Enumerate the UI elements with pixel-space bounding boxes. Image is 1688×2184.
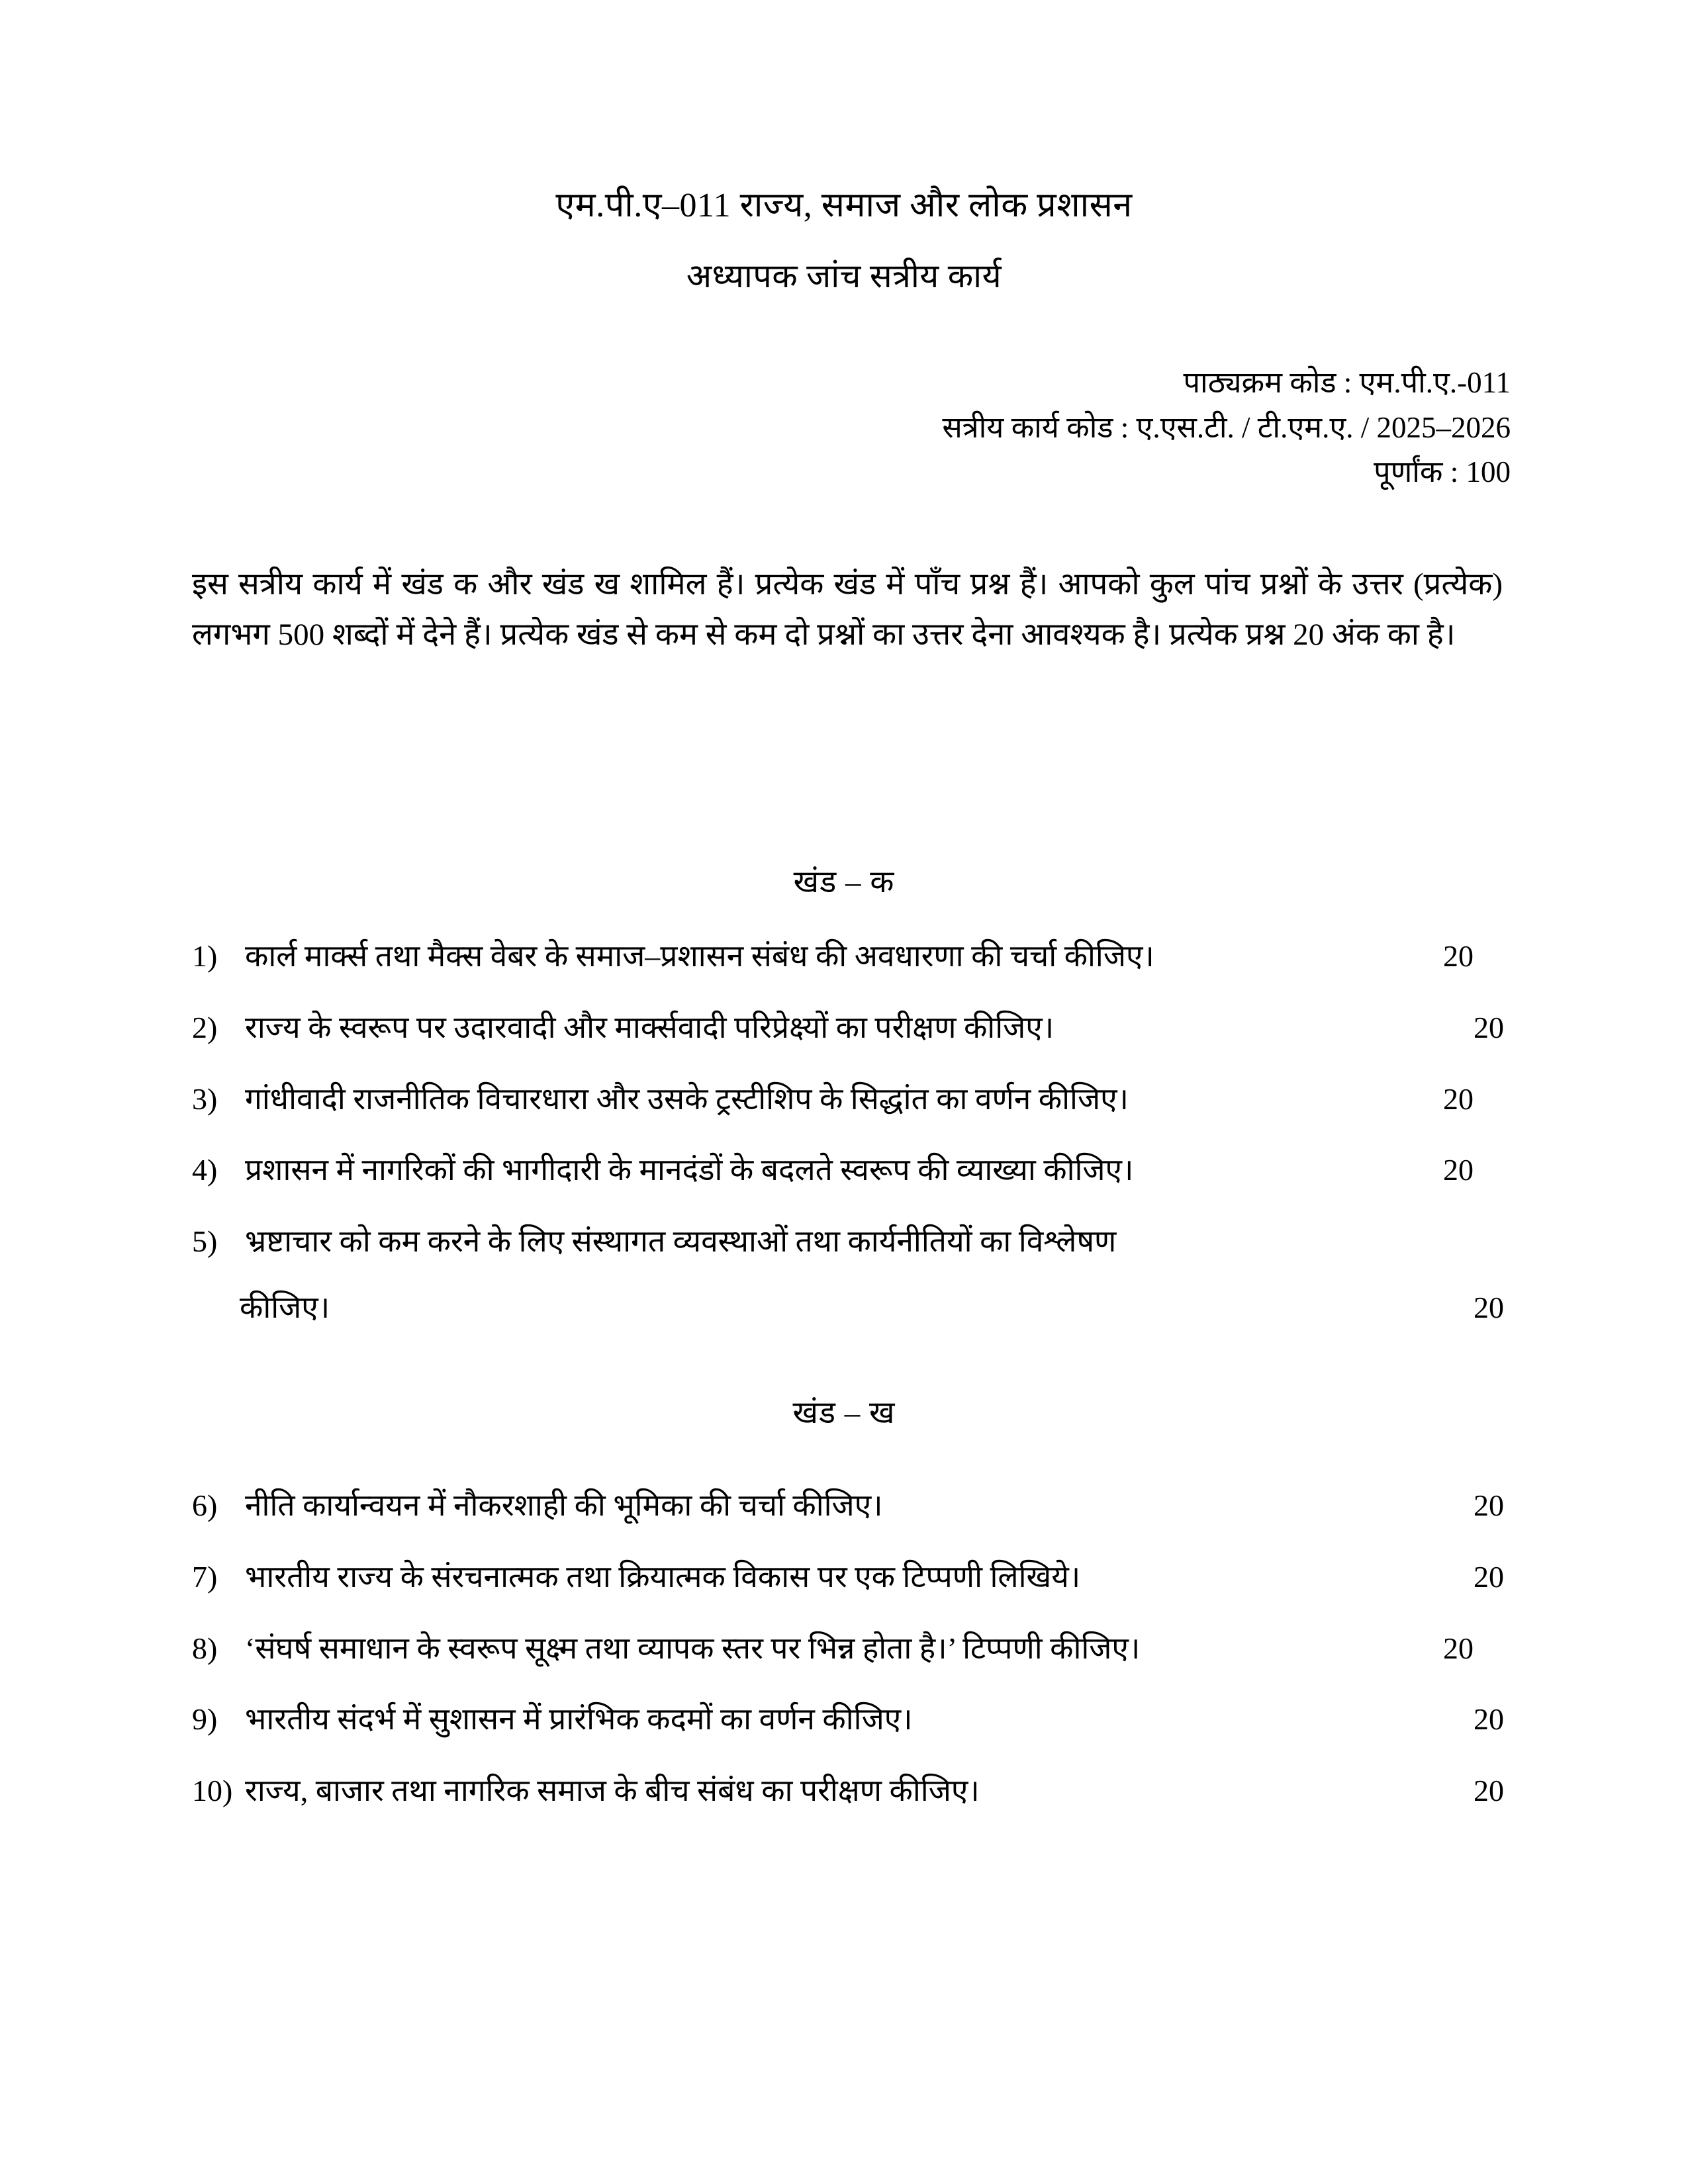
question-number: 5)	[192, 1224, 218, 1259]
page-subtitle: अध्यापक जांच सत्रीय कार्य	[686, 257, 1002, 295]
question-number: 2)	[192, 1010, 218, 1044]
page-title: एम.पी.ए–011 राज्य, समाज और लोक प्रशासन	[555, 187, 1133, 224]
question-marks: 20	[1443, 939, 1474, 973]
section-a-question-list	[192, 936, 1516, 1359]
question-item	[192, 1079, 1516, 1119]
question-text: भारतीय राज्य के संरचनात्मक तथा क्रियात्मक विकास पर एक टिप्पणी लिखिये।	[245, 1559, 1081, 1594]
section-a-heading: खंड – क	[793, 865, 895, 899]
question-item	[192, 1222, 1516, 1261]
course-code-line: पाठ्यक्रम कोड : एम.पी.ए.-011	[1183, 366, 1511, 399]
question-marks: 20	[1443, 1081, 1474, 1116]
section-b-question-list	[192, 1486, 1516, 1843]
question-text: भ्रष्टाचार को कम करने के लिए संस्थागत व्यवस्थाओं तथा कार्यनीतियों का विश्लेषण	[245, 1224, 1117, 1259]
question-number: 10)	[192, 1774, 233, 1808]
question-text-continued: कीजिए।	[240, 1290, 330, 1324]
question-marks: 20	[1474, 1488, 1504, 1522]
question-text: राज्य, बाजार तथा नागरिक समाज के बीच संबंध का परीक्षण कीजिए।	[245, 1774, 980, 1808]
question-item	[192, 1008, 1516, 1048]
question-number: 7)	[192, 1559, 218, 1594]
question-marks: 20	[1474, 1559, 1504, 1594]
question-item	[192, 1486, 1516, 1525]
question-item	[192, 1150, 1516, 1190]
question-marks: 20	[1443, 1153, 1474, 1187]
question-marks: 20	[1474, 1774, 1504, 1808]
question-text: राज्य के स्वरूप पर उदारवादी और मार्क्सवादी परिप्रेक्ष्यों का परीक्षण कीजिए।	[245, 1010, 1055, 1044]
question-text: ‘संघर्ष समाधान के स्वरूप सूक्ष्म तथा व्यापक स्तर पर भिन्न होता है।’ टिप्पणी कीजिए।	[245, 1631, 1141, 1665]
question-continuation-row	[192, 1288, 1516, 1328]
document-header	[0, 189, 1688, 293]
question-marks: 20	[1474, 1010, 1504, 1044]
question-item	[192, 936, 1516, 976]
question-marks: 20	[1443, 1631, 1474, 1665]
question-number: 8)	[192, 1631, 218, 1665]
question-marks: 20	[1474, 1702, 1504, 1737]
question-item	[192, 1771, 1516, 1811]
question-number: 4)	[192, 1153, 218, 1187]
question-number: 1)	[192, 939, 218, 973]
course-meta-block	[942, 361, 1511, 495]
instructions-paragraph: इस सत्रीय कार्य में खंड क और खंड ख शामिल हैं। प्रत्येक खंड में पाँच प्रश्न हैं। आपको कुल पांच प्रश्नों के उत्तर (प्रत्येक) लगभग 500 शब्दों में देने हैं। प्रत्येक खंड से कम से कम दो प्रश्नों का उत्तर देना आवश्यक है। प्रत्येक प्रश्न 20 अंक का है।	[192, 567, 1503, 653]
question-text: नीति कार्यान्वयन में नौकरशाही की भूमिका की चर्चा कीजिए।	[245, 1488, 883, 1522]
question-item	[192, 1629, 1516, 1668]
section-b-heading: खंड – ख	[792, 1396, 896, 1430]
question-text: गांधीवादी राजनीतिक विचारधारा और उसके ट्रस्टीशिप के सिद्धांत का वर्णन कीजिए।	[245, 1081, 1129, 1116]
question-number: 6)	[192, 1488, 218, 1522]
max-marks-line: पूर्णांक : 100	[1374, 455, 1511, 488]
question-number: 3)	[192, 1081, 218, 1116]
question-item	[192, 1700, 1516, 1739]
assignment-code-line: सत्रीय कार्य कोड : ए.एस.टी. / टी.एम.ए. / 2025–2026	[942, 410, 1511, 444]
question-text: भारतीय संदर्भ में सुशासन में प्रारंभिक कदमों का वर्णन कीजिए।	[245, 1702, 913, 1737]
question-number: 9)	[192, 1702, 218, 1737]
question-item	[192, 1557, 1516, 1597]
question-text: कार्ल मार्क्स तथा मैक्स वेबर के समाज–प्रशासन संबंध की अवधारणा की चर्चा कीजिए।	[245, 939, 1154, 973]
question-text: प्रशासन में नागरिकों की भागीदारी के मानदंडों के बदलते स्वरूप की व्याख्या कीजिए।	[245, 1153, 1134, 1187]
question-marks: 20	[1474, 1290, 1504, 1324]
